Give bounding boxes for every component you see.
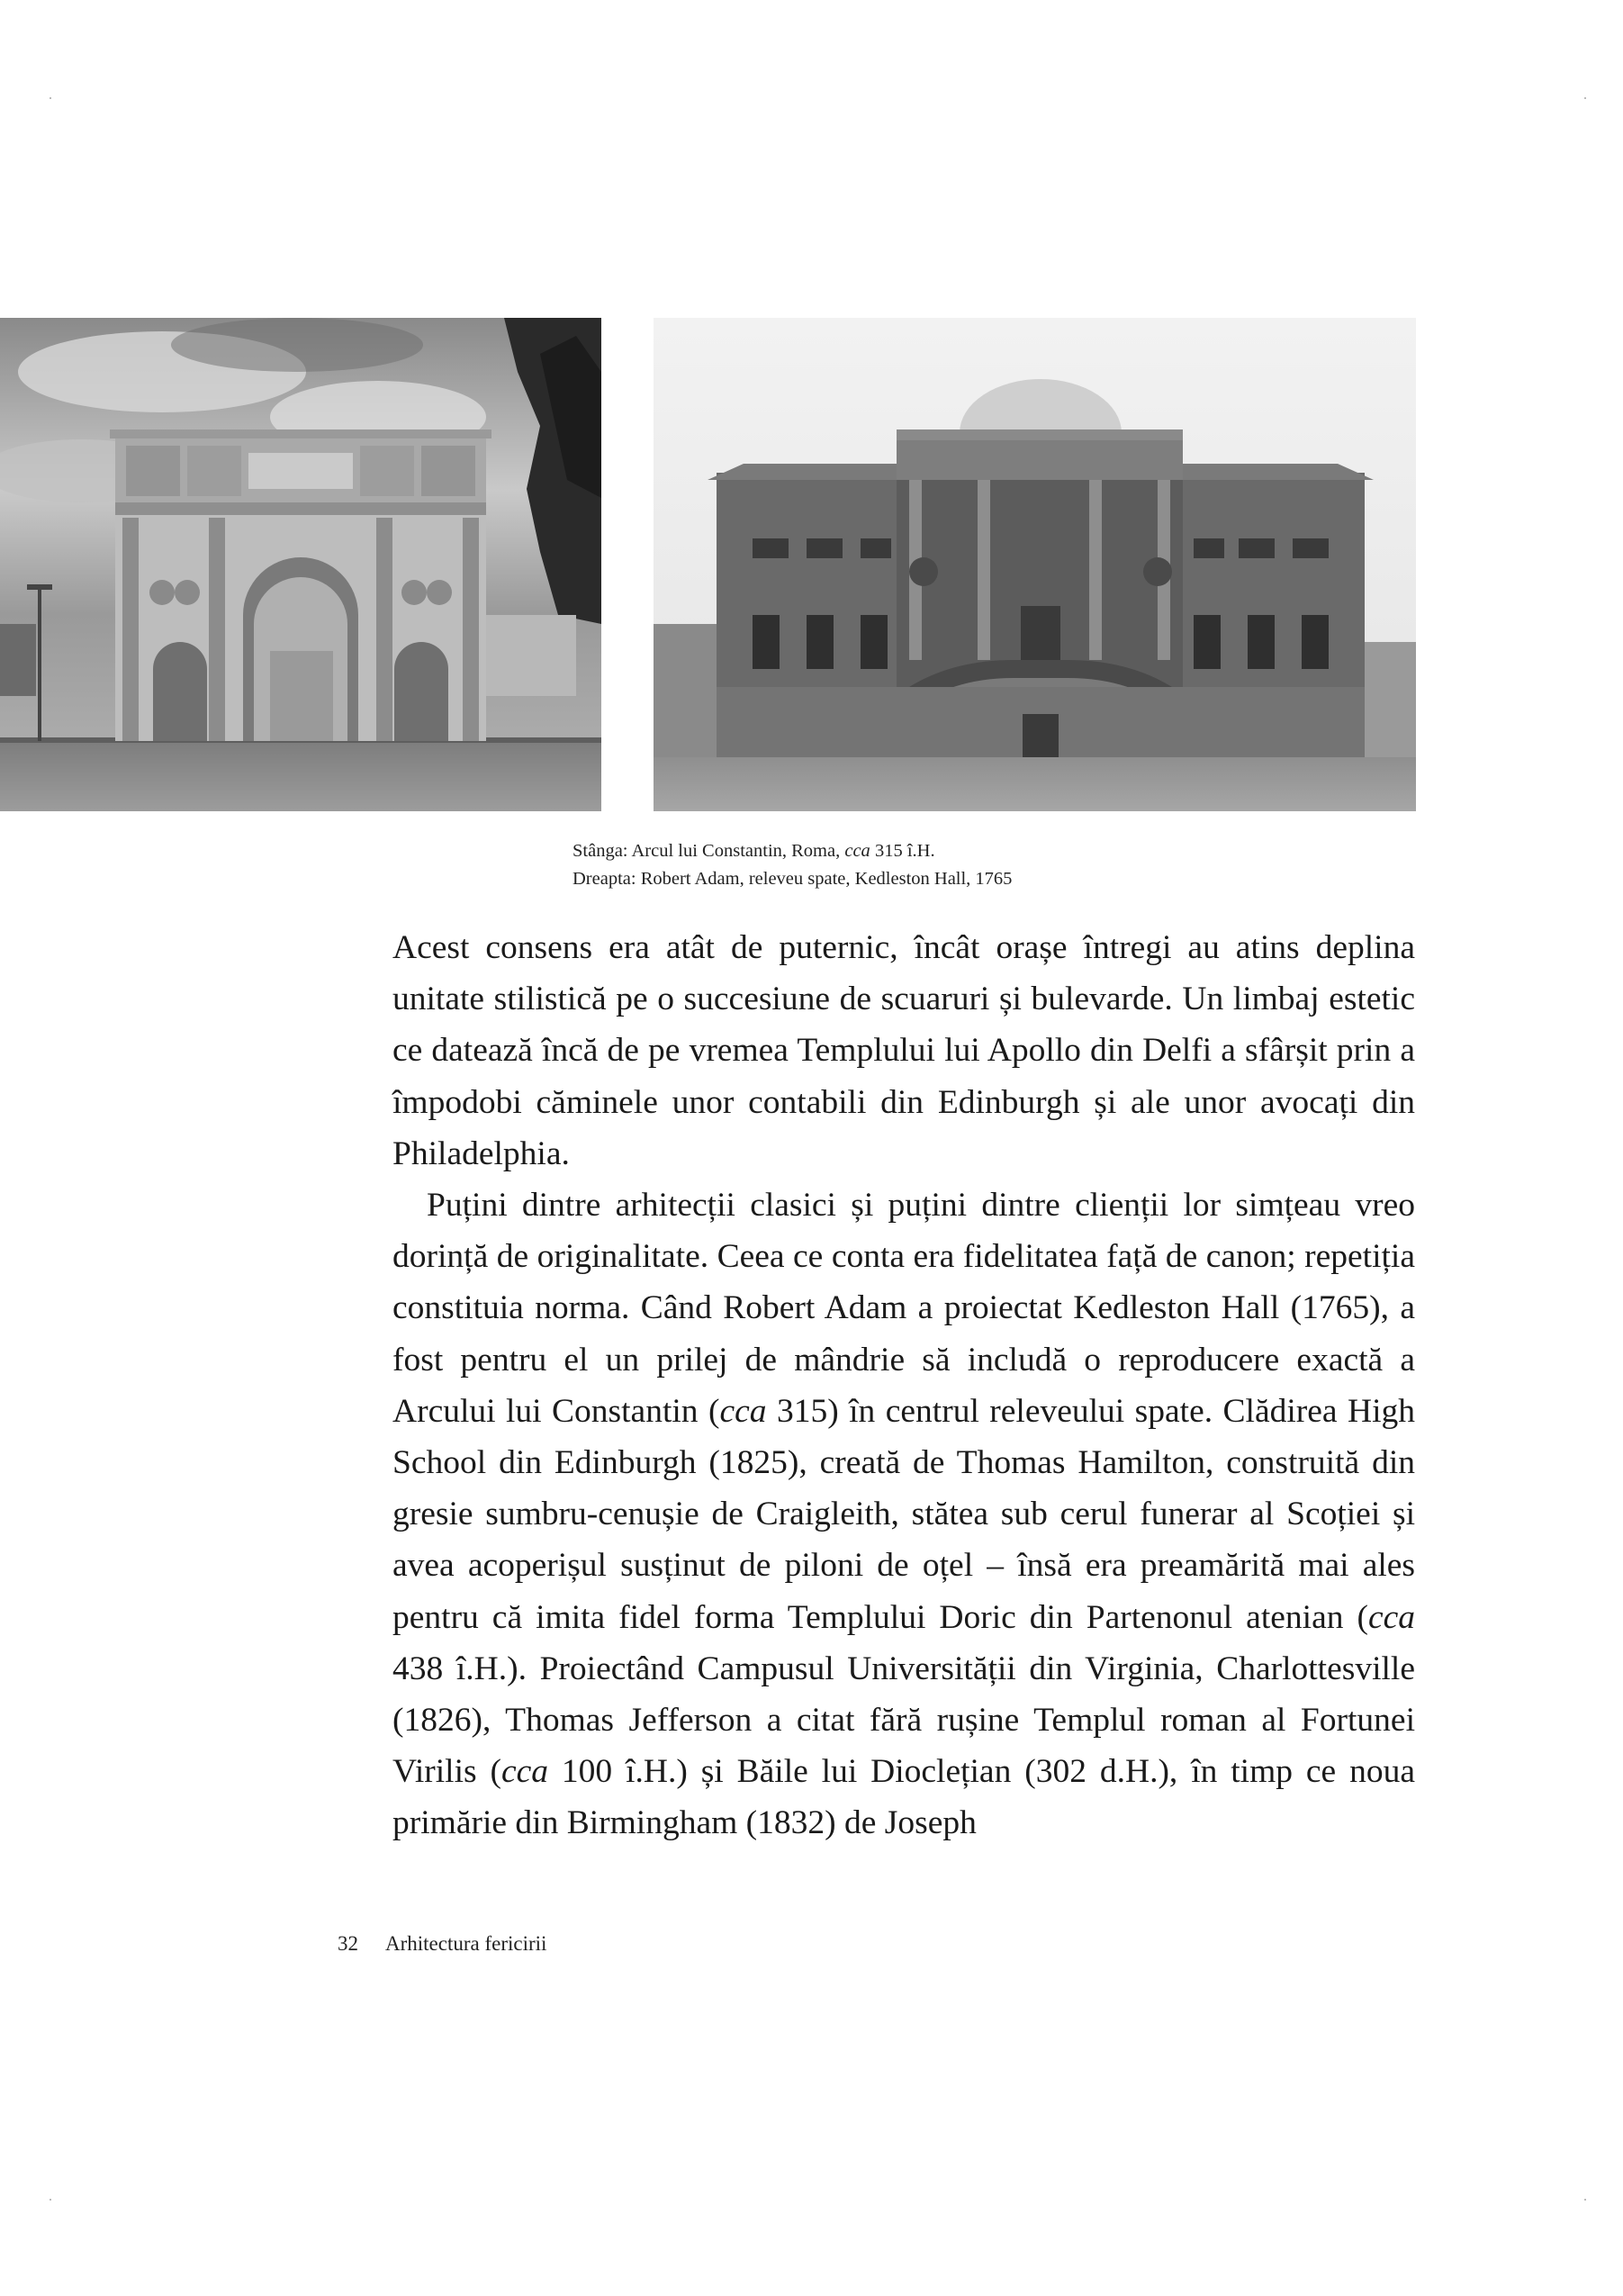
body-text: [392, 922, 1415, 1849]
crop-mark: [50, 2199, 51, 2201]
running-title: Arhitectura fericirii: [385, 1932, 547, 1955]
page-footer: [338, 1932, 546, 1956]
figure-caption: [573, 837, 1203, 893]
caption-line-left: Stânga: Arcul lui Constantin, Roma, cca 315 î.H.: [573, 841, 935, 861]
kedleston-hall-photo: [654, 318, 1416, 811]
caption-line-right: Dreapta: Robert Adam, releveu spate, Kedleston Hall, 1765: [573, 869, 1013, 889]
crop-mark: [50, 97, 51, 99]
page-number: 32: [338, 1932, 358, 1955]
paragraph-2: Puțini dintre arhitecții clasici și puțini dintre clienții lor simțeau vreo dorință de originalitate. Ceea ce conta era fidelitatea față de canon; repetiția constituia norma. Când Robert Adam a proiectat Kedleston Hall (1765), a fost pentru el un prilej de mândrie să includă o reproducere exactă a Arcului lui Constantin (cca 315) în centrul releveului spate. Clădirea High School din Edinburgh (1825), creată de Thomas Hamilton, construită din gresie sumbru-cenușie de Craigleith, stătea sub cerul funerar al Scoției și avea acoperișul susținut de piloni de oțel – însă era preamărită mai ales pentru că imita fidel forma Templului Doric din Partenonul atenian (cca 438 î.H.). Proiectând Campusul Universității din Virginia, Charlottesville (1826), Thomas Jefferson a citat fără rușine Templul roman al Fortunei Virilis (cca 100 î.H.) și Băile lui Dioclețian (302 d.H.), în timp ce noua primărie din Birmingham (1832) de Joseph: [392, 1187, 1415, 1842]
crop-mark: [1584, 97, 1586, 99]
paragraph-1: Acest consens era atât de puternic, încât orașe întregi au atins deplina unitate stilistică pe o succesiune de scuaruri și bulevarde. Un limbaj estetic ce datează încă de pe vremea Templului lui Apollo din Delfi a sfârșit prin a împodobi căminele unor contabili din Edinburgh și ale unor avocați din Philadelphia.: [392, 929, 1415, 1172]
crop-mark: [1584, 2199, 1586, 2201]
arch-of-constantine-photo: [0, 318, 601, 811]
